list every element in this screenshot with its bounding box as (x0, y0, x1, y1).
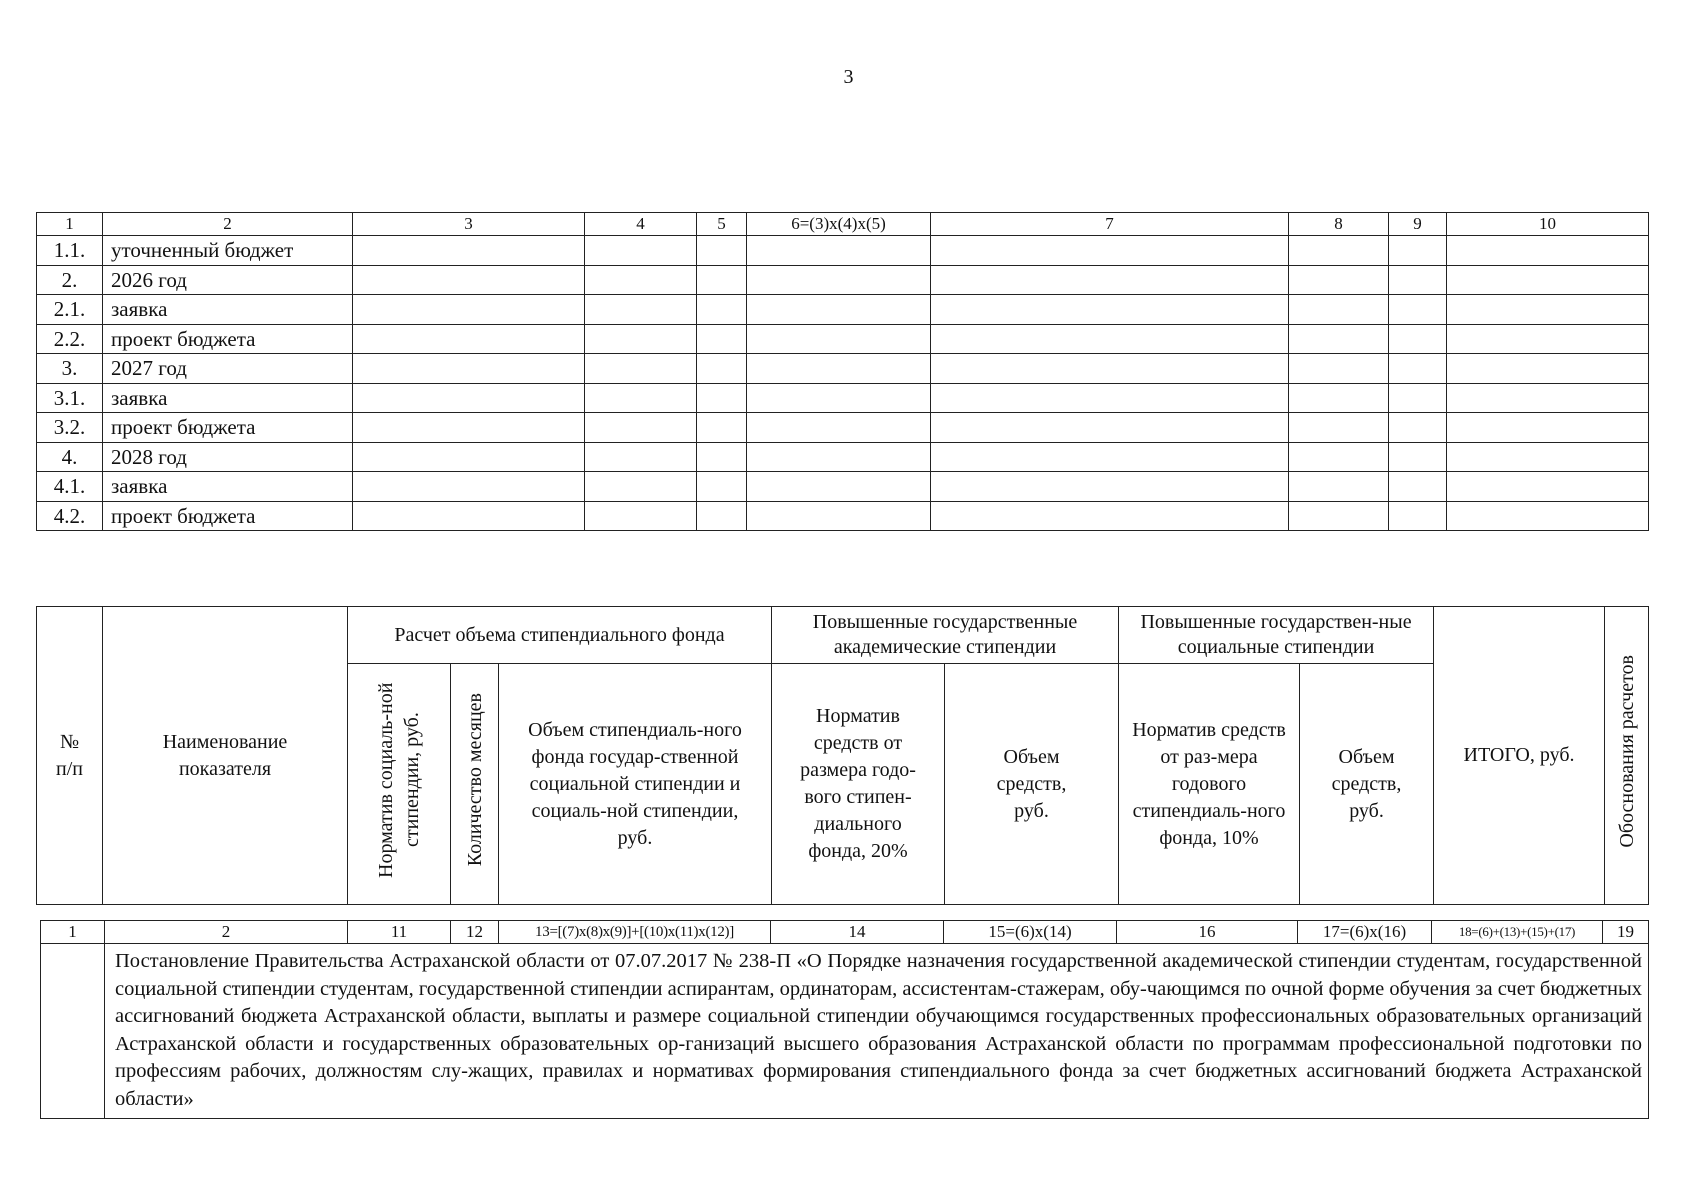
empty-cell (1289, 442, 1389, 472)
sub-social-norm-header: Норматив средств от раз-мера годового стипендиаль-ного фонда, 10% (1119, 664, 1300, 905)
column-index: 9 (1389, 213, 1447, 236)
empty-cell (747, 442, 931, 472)
empty-cell (1289, 236, 1389, 266)
empty-cell (585, 324, 697, 354)
empty-cell (747, 354, 931, 384)
legal-basis-row (41, 944, 1649, 1119)
empty-cell (697, 413, 747, 443)
empty-cell (585, 265, 697, 295)
row-name: 2027 год (103, 354, 353, 384)
empty-cell (931, 413, 1289, 443)
empty-cell (931, 442, 1289, 472)
table-row (37, 413, 1649, 443)
empty-cell (585, 442, 697, 472)
col-name-header: Наименование показателя (103, 607, 348, 905)
row-name: заявка (103, 383, 353, 413)
row-name: проект бюджета (103, 501, 353, 531)
row-number: 4. (37, 442, 103, 472)
empty-cell (931, 354, 1289, 384)
group-social-header: Повышенные государствен-ные социальные стипендии (1119, 607, 1434, 664)
empty-cell (353, 265, 585, 295)
empty-cell (1447, 354, 1649, 384)
row-number: 3.2. (37, 413, 103, 443)
row-number: 4.2. (37, 501, 103, 531)
empty-cell (747, 324, 931, 354)
column-index: 10 (1447, 213, 1649, 236)
empty-cell (747, 501, 931, 531)
empty-cell (585, 354, 697, 384)
empty-cell (1289, 472, 1389, 502)
empty-cell (1289, 265, 1389, 295)
empty-cell (1389, 295, 1447, 325)
empty-cell (1447, 236, 1649, 266)
empty-cell (1447, 324, 1649, 354)
empty-cell (41, 944, 105, 1119)
empty-cell (585, 383, 697, 413)
empty-cell (585, 413, 697, 443)
empty-cell (1389, 501, 1447, 531)
table-row (37, 354, 1649, 384)
table-row (37, 501, 1649, 531)
sub-acad-norm-header: Норматив средств от размера годо-вого стипен-диального фонда, 20% (772, 664, 945, 905)
row-number: 1.1. (37, 236, 103, 266)
column-index: 11 (348, 921, 451, 944)
col-justification-header: Обоснования расчетов (1605, 607, 1649, 905)
column-index: 2 (105, 921, 348, 944)
sub-months-header: Количество месяцев (451, 664, 499, 905)
empty-cell (353, 472, 585, 502)
sub-social-volume-header: Объем средств, руб. (1300, 664, 1434, 905)
column-index: 8 (1289, 213, 1389, 236)
empty-cell (931, 472, 1289, 502)
row-number: 2. (37, 265, 103, 295)
empty-cell (1389, 442, 1447, 472)
sub-fund-volume-header: Объем стипендиаль-ного фонда государ-ственной социальной стипендии и социаль-ной стипендии, руб. (499, 664, 772, 905)
empty-cell (353, 413, 585, 443)
empty-cell (747, 265, 931, 295)
row-number: 3.1. (37, 383, 103, 413)
column-index: 5 (697, 213, 747, 236)
group-fund-header: Расчет объема стипендиального фонда (348, 607, 772, 664)
empty-cell (697, 501, 747, 531)
col-total-header: ИТОГО, руб. (1434, 607, 1605, 905)
empty-cell (697, 236, 747, 266)
empty-cell (747, 295, 931, 325)
empty-cell (1447, 265, 1649, 295)
column-index: 4 (585, 213, 697, 236)
row-name: проект бюджета (103, 413, 353, 443)
empty-cell (1447, 501, 1649, 531)
empty-cell (931, 236, 1289, 266)
table-row (37, 442, 1649, 472)
row-number: 4.1. (37, 472, 103, 502)
table-row (37, 295, 1649, 325)
empty-cell (1389, 413, 1447, 443)
empty-cell (1389, 383, 1447, 413)
column-index: 1 (37, 213, 103, 236)
empty-cell (931, 295, 1289, 325)
empty-cell (931, 265, 1289, 295)
column-index: 6=(3)x(4)x(5) (747, 213, 931, 236)
column-index-row (41, 921, 1649, 944)
sub-norm-social-header: Норматив социаль-ной стипендии, руб. (348, 664, 451, 905)
scholarship-fund-index-table (40, 920, 1649, 1119)
row-name: 2028 год (103, 442, 353, 472)
table-row (37, 265, 1649, 295)
column-index: 16 (1117, 921, 1298, 944)
empty-cell (1447, 442, 1649, 472)
empty-cell (697, 354, 747, 384)
column-index: 2 (103, 213, 353, 236)
column-index: 17=(6)x(16) (1298, 921, 1432, 944)
empty-cell (697, 295, 747, 325)
empty-cell (1289, 413, 1389, 443)
empty-cell (585, 236, 697, 266)
table-row (37, 236, 1649, 266)
empty-cell (1389, 324, 1447, 354)
empty-cell (353, 354, 585, 384)
empty-cell (931, 501, 1289, 531)
empty-cell (1389, 354, 1447, 384)
header-row-top (37, 607, 1649, 664)
empty-cell (353, 501, 585, 531)
row-name: заявка (103, 472, 353, 502)
empty-cell (585, 295, 697, 325)
empty-cell (747, 236, 931, 266)
column-index: 3 (353, 213, 585, 236)
empty-cell (353, 383, 585, 413)
empty-cell (1389, 236, 1447, 266)
empty-cell (1289, 295, 1389, 325)
column-index: 18=(6)+(13)+(15)+(17) (1432, 921, 1603, 944)
empty-cell (697, 265, 747, 295)
empty-cell (1447, 413, 1649, 443)
empty-cell (747, 413, 931, 443)
empty-cell (585, 472, 697, 502)
empty-cell (1447, 383, 1649, 413)
column-index: 19 (1603, 921, 1649, 944)
table-row (37, 383, 1649, 413)
empty-cell (353, 442, 585, 472)
row-name: 2026 год (103, 265, 353, 295)
col-number-header: № п/п (37, 607, 103, 905)
empty-cell (931, 324, 1289, 354)
empty-cell (1289, 501, 1389, 531)
empty-cell (1289, 383, 1389, 413)
row-number: 2.2. (37, 324, 103, 354)
empty-cell (697, 442, 747, 472)
group-academic-header: Повышенные государственные академические стипендии (772, 607, 1119, 664)
empty-cell (353, 236, 585, 266)
table-row (37, 472, 1649, 502)
row-name: уточненный бюджет (103, 236, 353, 266)
row-name: проект бюджета (103, 324, 353, 354)
empty-cell (697, 472, 747, 502)
column-index: 1 (41, 921, 105, 944)
sub-acad-volume-header: Объем средств, руб. (945, 664, 1119, 905)
empty-cell (1447, 295, 1649, 325)
page-number: 3 (843, 66, 854, 88)
table-row (37, 324, 1649, 354)
empty-cell (1289, 324, 1389, 354)
budget-years-table (36, 212, 1649, 531)
empty-cell (1447, 472, 1649, 502)
empty-cell (697, 324, 747, 354)
column-index: 7 (931, 213, 1289, 236)
row-name: заявка (103, 295, 353, 325)
empty-cell (1389, 265, 1447, 295)
column-index-row (37, 213, 1649, 236)
row-number: 3. (37, 354, 103, 384)
empty-cell (353, 295, 585, 325)
empty-cell (747, 383, 931, 413)
column-index: 13=[(7)x(8)x(9)]+[(10)x(11)x(12)] (499, 921, 771, 944)
empty-cell (1389, 472, 1447, 502)
column-index: 14 (771, 921, 944, 944)
legal-basis-text: Постановление Правительства Астраханской области от 07.07.2017 № 238-П «О Порядке назначения государственной академической стипендии студентам, государственной социальной стипендии студентам, государственной стипендии аспирантам, ординаторам, ассистентам-стажерам, обу-чающимся по очной форме обучения за счет бюджетных ассигнований бюджета Астраханской области, выплаты и размере социальной стипендии обучающимся государственных профессиональных образовательных организаций Астраханской области и государственных образовательных ор-ганизаций высшего образования Астраханской области по программам профессиональной подготовки по профессиям рабочих, должностям слу-жащих, правилах и нормативах формирования стипендиального фонда за счет бюджетных ассигнований бюджета Астраханской области» (105, 944, 1649, 1119)
column-index: 15=(6)x(14) (944, 921, 1117, 944)
scholarship-fund-header-table (36, 606, 1649, 905)
row-number: 2.1. (37, 295, 103, 325)
empty-cell (747, 472, 931, 502)
empty-cell (697, 383, 747, 413)
empty-cell (1289, 354, 1389, 384)
empty-cell (353, 324, 585, 354)
empty-cell (931, 383, 1289, 413)
column-index: 12 (451, 921, 499, 944)
empty-cell (585, 501, 697, 531)
